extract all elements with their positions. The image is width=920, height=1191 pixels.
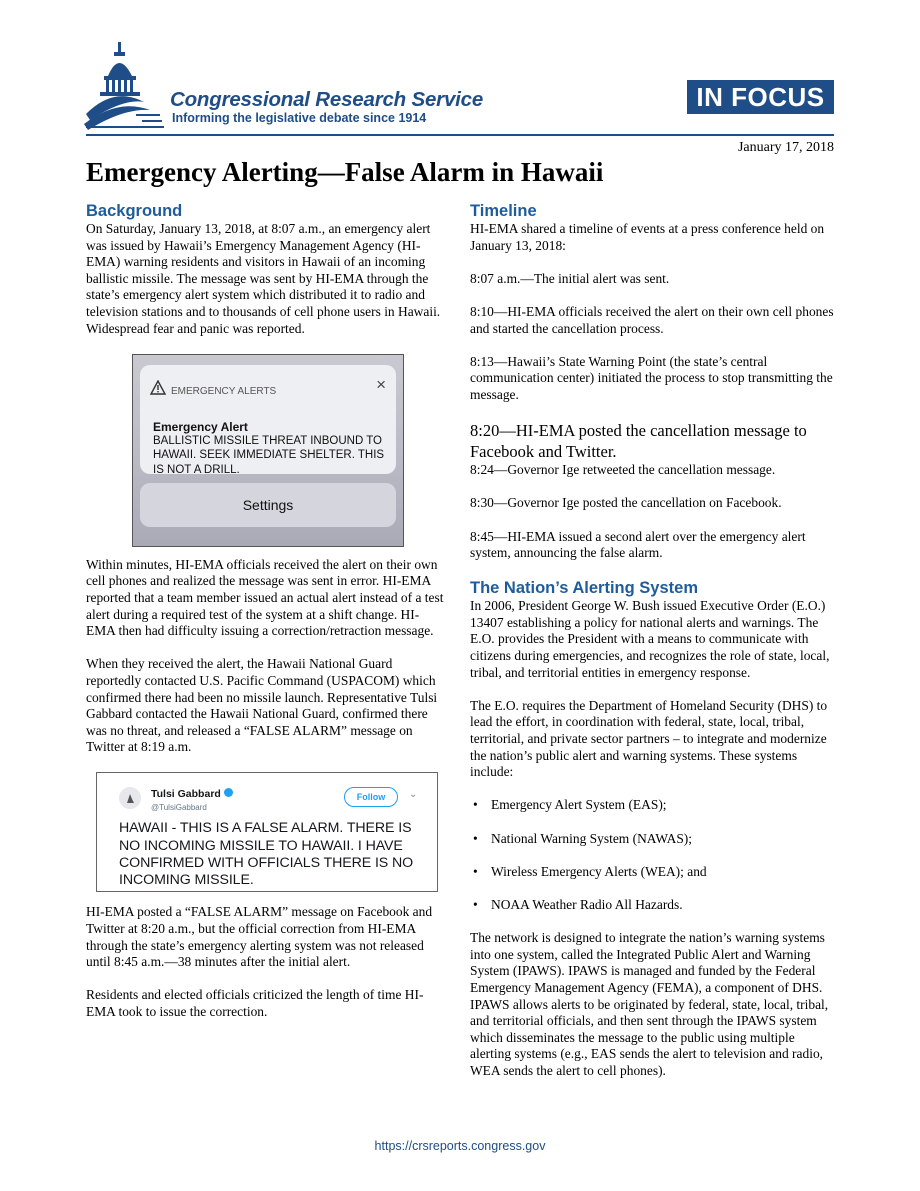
nation-paragraph-1: In 2006, President George W. Bush issued Executive Order (E.O.) 13407 establishing a policy for national alerts and warnings. The E.O. provides the President with a means to communicate with citizens during emergencies, and recognizes the role of state, local, tribal, and territorial entities in emergency response. xyxy=(470,598,830,680)
alert-title: Emergency Alert xyxy=(153,419,248,434)
bullet-icon: • xyxy=(473,797,478,813)
list-item: • NOAA Weather Radio All Hazards. xyxy=(473,896,683,912)
nation-paragraph-3: The network is designed to integrate the nation’s warning systems into one system, called the Integrated Public Alert and Warning System (IPAWS). IPAWS is managed and funded by the Federal Emergency Management Agency (FEMA), a component of DHS. IPAWS allows alerts to be originated by federal, state, local, tribal, and territorial officials, and then sent through the IPAWS system which disseminates the message to the public using multiple alerting systems (e.g., EAS sends the alert to television and radio, WEA sends the alert to cell phones). xyxy=(470,930,829,1078)
bullet-icon: • xyxy=(473,896,478,912)
alert-systems-list xyxy=(470,797,834,913)
left-column xyxy=(86,201,444,1021)
follow-button: Follow xyxy=(344,787,398,807)
timeline-heading: Timeline xyxy=(470,202,537,220)
background-heading: Background xyxy=(86,202,183,220)
list-item: • Wireless Emergency Alerts (WEA); and xyxy=(473,863,707,879)
timeline-item-3: 8:13—Hawaii’s State Warning Point (the state’s central communication center) initiated the process to stop transmitting the message. xyxy=(470,353,833,402)
alert-body: BALLISTIC MISSILE THREAT INBOUND TO HAWAII. SEEK IMMEDIATE SHELTER. THIS IS NOT A DRILL. xyxy=(153,434,385,476)
right-column xyxy=(470,201,834,1080)
settings-button: Settings xyxy=(140,483,396,527)
publication-date: January 17, 2018 xyxy=(737,140,834,155)
capitol-dome-logo-icon xyxy=(84,40,172,130)
tweet-text: HAWAII - THIS IS A FALSE ALARM. THERE IS NO INCOMING MISSILE TO HAWAII. I HAVE CONFIRMED WITH OFFICIALS THERE IS NO INCOMING MISSILE. xyxy=(119,820,414,889)
timeline-item-7: 8:45—HI-EMA issued a second alert over the emergency alert system, announcing the false alarm. xyxy=(470,528,806,561)
bullet-icon: • xyxy=(473,863,478,879)
nation-alerting-heading: The Nation’s Alerting System xyxy=(470,579,698,598)
avatar xyxy=(119,787,141,809)
background-paragraph-1: On Saturday, January 13, 2018, at 8:07 a.m., an emergency alert was issued by Hawaii’s Emergency Management Agency (HI-EMA) warning residents and visitors in Hawaii of an incoming ballistic missile. The message was sent by HI-EMA through the state’s emergency alert system which distributed it to radio and television stations and to thousands of cell phone users in Hawaii. Widespread fear and panic was reported. xyxy=(86,221,441,336)
background-paragraph-2: Within minutes, HI-EMA officials received the alert on their own cell phones and realized the message was sent in error. HI-EMA reported that a team member issued an actual alert instead of a test alert during a required test of the system at a shift change. HI-EMA then had difficulty issuing a correction/retraction message. xyxy=(86,556,444,639)
emergency-alert-figure xyxy=(132,354,404,547)
footer-url-link[interactable]: https://crsreports.congress.gov xyxy=(374,1139,546,1153)
warning-triangle-icon xyxy=(150,380,166,395)
verified-badge-icon xyxy=(224,788,233,797)
timeline-intro: HI-EMA shared a timeline of events at a press conference held on January 13, 2018: xyxy=(470,221,825,253)
list-item: • National Warning System (NAWAS); xyxy=(473,830,692,846)
org-name: Congressional Research Service xyxy=(170,88,484,111)
background-paragraph-5: Residents and elected officials criticized the length of time HI-EMA took to issue the correction. xyxy=(86,987,424,1020)
tweet-figure xyxy=(96,772,438,892)
tweet-author-name: Tulsi Gabbard xyxy=(151,788,221,801)
bullet-icon: • xyxy=(473,830,478,846)
timeline-item-2: 8:10—HI-EMA officials received the alert on their own cell phones and started the cancellation process. xyxy=(470,303,834,336)
background-paragraph-4: HI-EMA posted a “FALSE ALARM” message on Facebook and Twitter at 8:20 a.m., but the official correction from HI-EMA through the state’s emergency alerting system was not released until 8:45 a.m.—38 minutes after the initial alert. xyxy=(86,904,433,970)
tweet-author-handle: @TulsiGabbard xyxy=(151,803,207,813)
alert-header: EMERGENCY ALERTS xyxy=(171,385,277,397)
timeline-item-5: 8:24—Governor Ige retweeted the cancellation message. xyxy=(470,462,776,478)
timeline-item-4: 8:20—HI-EMA posted the cancellation message to Facebook and Twitter. xyxy=(470,421,807,462)
chevron-down-icon: ⌄ xyxy=(409,789,418,801)
header-rule xyxy=(86,134,834,136)
page-title: Emergency Alerting—False Alarm in Hawaii xyxy=(86,157,604,187)
close-icon: × xyxy=(376,374,386,394)
alert-card xyxy=(140,365,396,474)
timeline-item-1: 8:07 a.m.—The initial alert was sent. xyxy=(470,270,670,286)
background-paragraph-3: When they received the alert, the Hawaii National Guard reportedly contacted U.S. Pacific Command (USPACOM) which confirmed there had been no missile launch. Representative Tulsi Gabbard contacted the Hawaii National Guard, confirmed there was no threat, and released a “FALSE ALARM” message on Twitter at 8:19 a.m. xyxy=(86,656,438,755)
nation-paragraph-2: The E.O. requires the Department of Homeland Security (DHS) to lead the effort, in coordination with federal, state, local, tribal, territorial, and private sector partners – to integrate and modernize the nation’s public alert and warning systems. These systems include: xyxy=(470,697,828,780)
timeline-item-6: 8:30—Governor Ige posted the cancellation on Facebook. xyxy=(470,495,782,511)
org-tagline: Informing the legislative debate since 1914 xyxy=(172,111,427,125)
in-focus-badge: IN FOCUS xyxy=(687,80,834,114)
list-item: • Emergency Alert System (EAS); xyxy=(473,797,667,813)
